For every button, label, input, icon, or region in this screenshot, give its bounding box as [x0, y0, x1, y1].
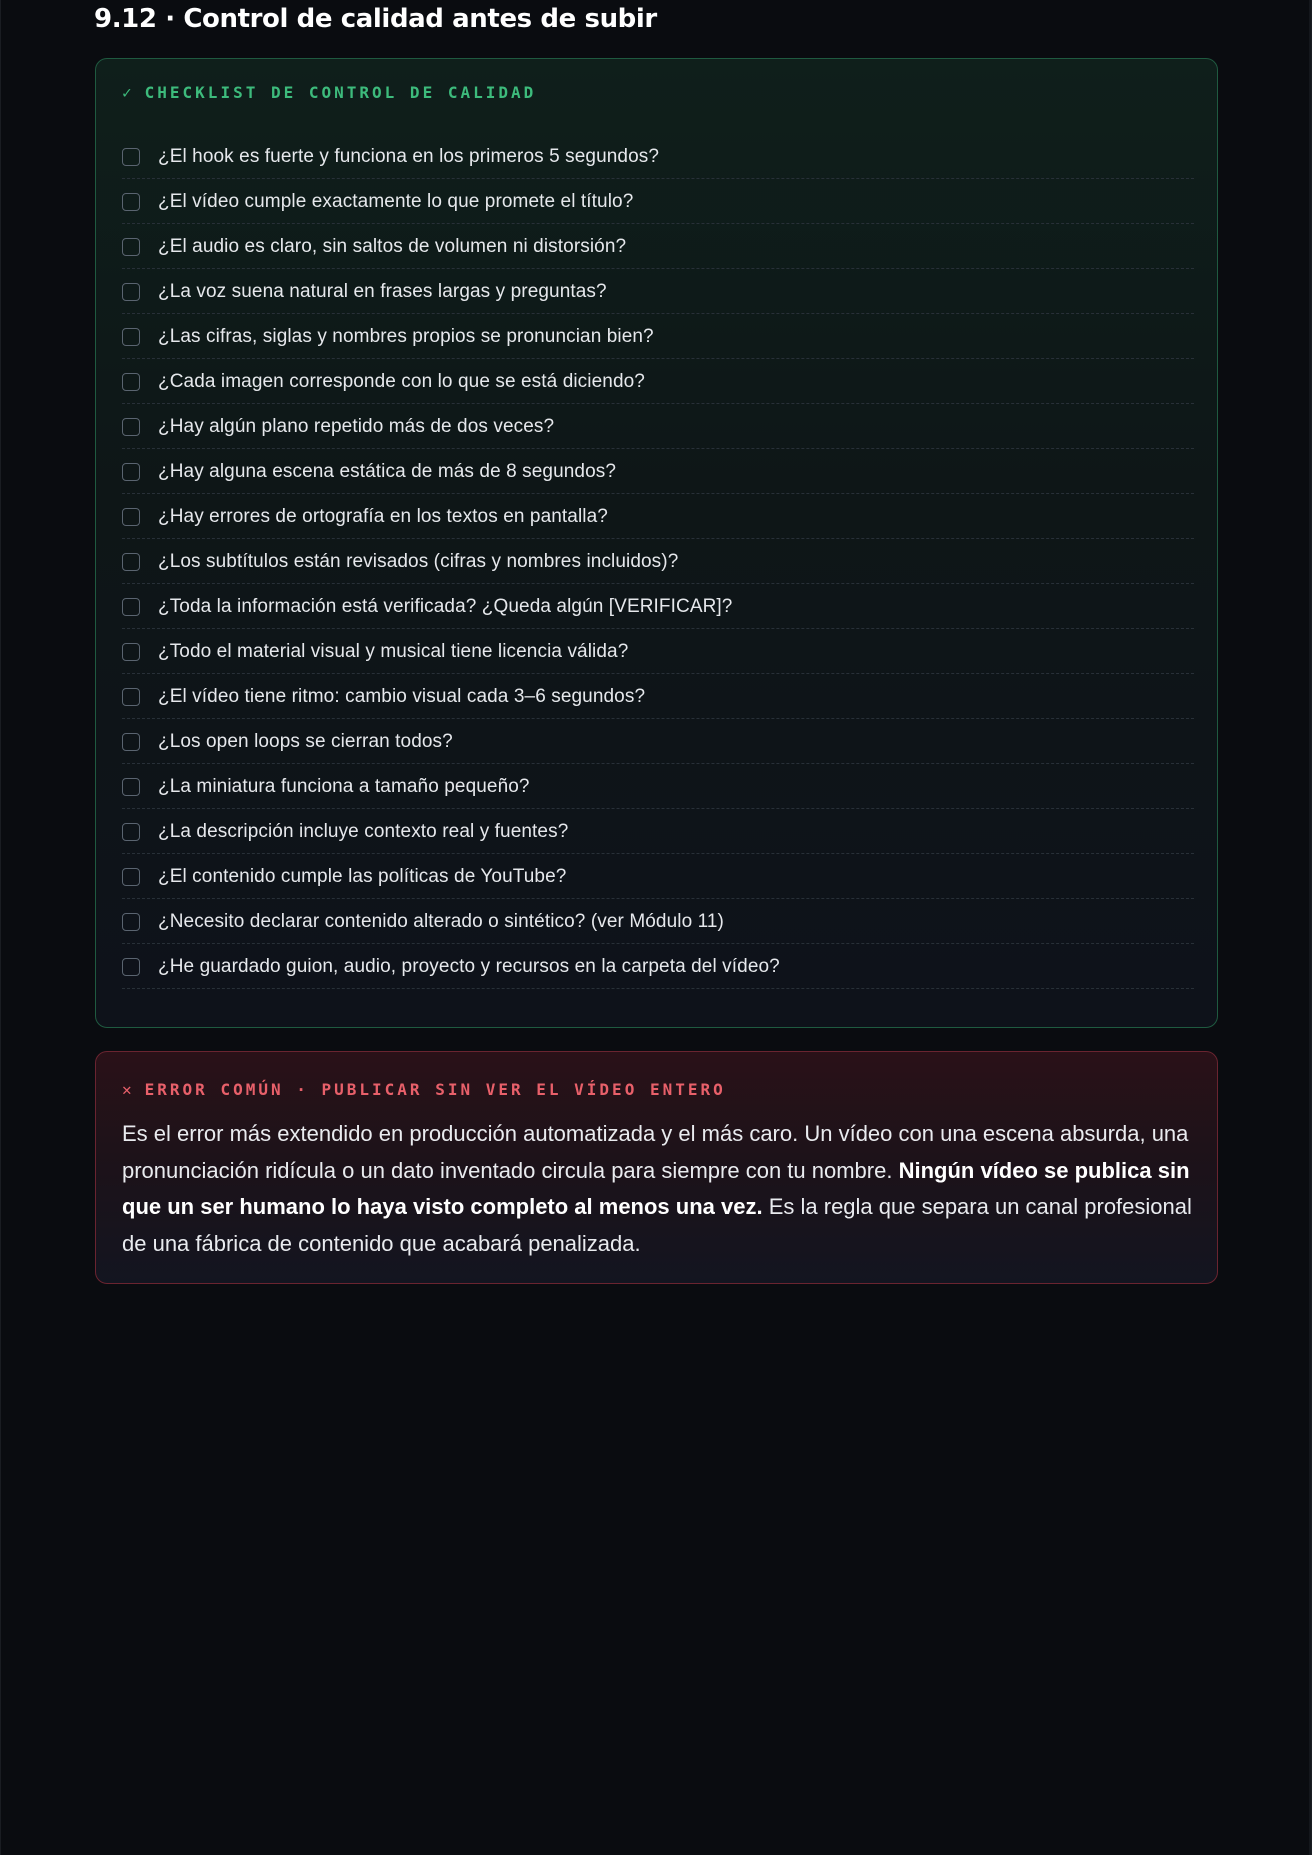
checklist-item[interactable] — [122, 944, 1194, 989]
checklist-item-label: ¿Toda la información está verificada? ¿Queda algún [VERIFICAR]? — [158, 596, 733, 617]
checklist-item-label: ¿El contenido cumple las políticas de YouTube? — [158, 866, 567, 887]
checklist-item-label: ¿El vídeo tiene ritmo: cambio visual cada 3–6 segundos? — [158, 686, 646, 707]
checklist-item-label: ¿La miniatura funciona a tamaño pequeño? — [158, 776, 530, 797]
quality-checklist-card — [95, 58, 1218, 1028]
checkbox[interactable] — [122, 283, 140, 301]
common-error-heading — [122, 1080, 726, 1099]
checklist-item[interactable] — [122, 719, 1194, 764]
checklist-item-label: ¿Cada imagen corresponde con lo que se está diciendo? — [158, 371, 645, 392]
checklist-item[interactable] — [122, 674, 1194, 719]
checklist-item[interactable] — [122, 224, 1194, 269]
checklist-item-label: ¿Los subtítulos están revisados (cifras y nombres incluidos)? — [158, 551, 679, 572]
checkbox[interactable] — [122, 733, 140, 751]
common-error-body — [122, 1116, 1202, 1262]
checklist-item-label: ¿La voz suena natural en frases largas y preguntas? — [158, 281, 607, 302]
checklist-item[interactable] — [122, 629, 1194, 674]
checklist-item[interactable] — [122, 539, 1194, 584]
checkbox[interactable] — [122, 463, 140, 481]
checklist-item[interactable] — [122, 179, 1194, 224]
common-error-callout — [95, 1051, 1218, 1284]
checkbox[interactable] — [122, 553, 140, 571]
checklist-item[interactable] — [122, 314, 1194, 359]
checkbox[interactable] — [122, 373, 140, 391]
checkbox[interactable] — [122, 778, 140, 796]
checkbox[interactable] — [122, 913, 140, 931]
checklist-item-label: ¿Hay errores de ortografía en los textos en pantalla? — [158, 506, 608, 527]
checkbox[interactable] — [122, 868, 140, 886]
checkbox[interactable] — [122, 643, 140, 661]
checkbox[interactable] — [122, 328, 140, 346]
checklist-item-label: ¿Hay algún plano repetido más de dos veces? — [158, 416, 555, 437]
checklist-item[interactable] — [122, 584, 1194, 629]
checklist-item-label: ¿Todo el material visual y musical tiene licencia válida? — [158, 641, 629, 662]
checklist-item-label: ¿He guardado guion, audio, proyecto y recursos en la carpeta del vídeo? — [158, 956, 780, 977]
checklist-item-label: ¿El vídeo cumple exactamente lo que promete el título? — [158, 191, 634, 212]
checklist-item-label: ¿La descripción incluye contexto real y fuentes? — [158, 821, 569, 842]
checklist-item[interactable] — [122, 854, 1194, 899]
close-icon: ✕ — [122, 1080, 135, 1099]
checklist-item[interactable] — [122, 359, 1194, 404]
checkbox[interactable] — [122, 418, 140, 436]
checkbox[interactable] — [122, 598, 140, 616]
checklist-item-label: ¿Necesito declarar contenido alterado o sintético? (ver Módulo 11) — [158, 911, 724, 932]
scrollbar[interactable] — [1309, 0, 1311, 1855]
checklist-item-label: ¿Los open loops se cierran todos? — [158, 731, 453, 752]
checklist-item-label: ¿Las cifras, siglas y nombres propios se pronuncian bien? — [158, 326, 654, 347]
section-title: 9.12 · Control de calidad antes de subir — [94, 4, 657, 34]
checkbox[interactable] — [122, 823, 140, 841]
checklist-item[interactable] — [122, 764, 1194, 809]
check-icon: ✓ — [122, 83, 135, 102]
checklist-item[interactable] — [122, 134, 1194, 179]
common-error-emphasis: Ningún vídeo se publica sin que un ser humano lo haya visto completo al menos una vez. — [122, 1157, 1190, 1219]
checklist-item[interactable] — [122, 809, 1194, 854]
checklist-item[interactable] — [122, 899, 1194, 944]
checklist-heading-label: CHECKLIST DE CONTROL DE CALIDAD — [144, 83, 537, 102]
checklist — [122, 134, 1194, 989]
checkbox[interactable] — [122, 508, 140, 526]
checkbox[interactable] — [122, 688, 140, 706]
checklist-item-label: ¿El hook es fuerte y funciona en los primeros 5 segundos? — [158, 146, 660, 167]
common-error-outro: Es la regla que separa un canal profesional de una fábrica de contenido que acabará penalizada. — [122, 1194, 1192, 1256]
checkbox[interactable] — [122, 148, 140, 166]
checklist-item[interactable] — [122, 494, 1194, 539]
checklist-item-label: ¿El audio es claro, sin saltos de volumen ni distorsión? — [158, 236, 627, 257]
checkbox[interactable] — [122, 193, 140, 211]
checklist-item[interactable] — [122, 449, 1194, 494]
checkbox[interactable] — [122, 958, 140, 976]
checklist-item[interactable] — [122, 269, 1194, 314]
common-error-intro: Es el error más extendido en producción automatizada y el más caro. Un vídeo con una escena absurda, una pronunciación ridícula o un dato inventado circula para siempre con tu nombre. — [122, 1121, 1189, 1183]
checklist-heading — [122, 83, 536, 102]
checklist-item[interactable] — [122, 404, 1194, 449]
checklist-item-label: ¿Hay alguna escena estática de más de 8 segundos? — [158, 461, 617, 482]
common-error-heading-label: ERROR COMÚN · PUBLICAR SIN VER EL VÍDEO ENTERO — [144, 1080, 726, 1099]
checkbox[interactable] — [122, 238, 140, 256]
